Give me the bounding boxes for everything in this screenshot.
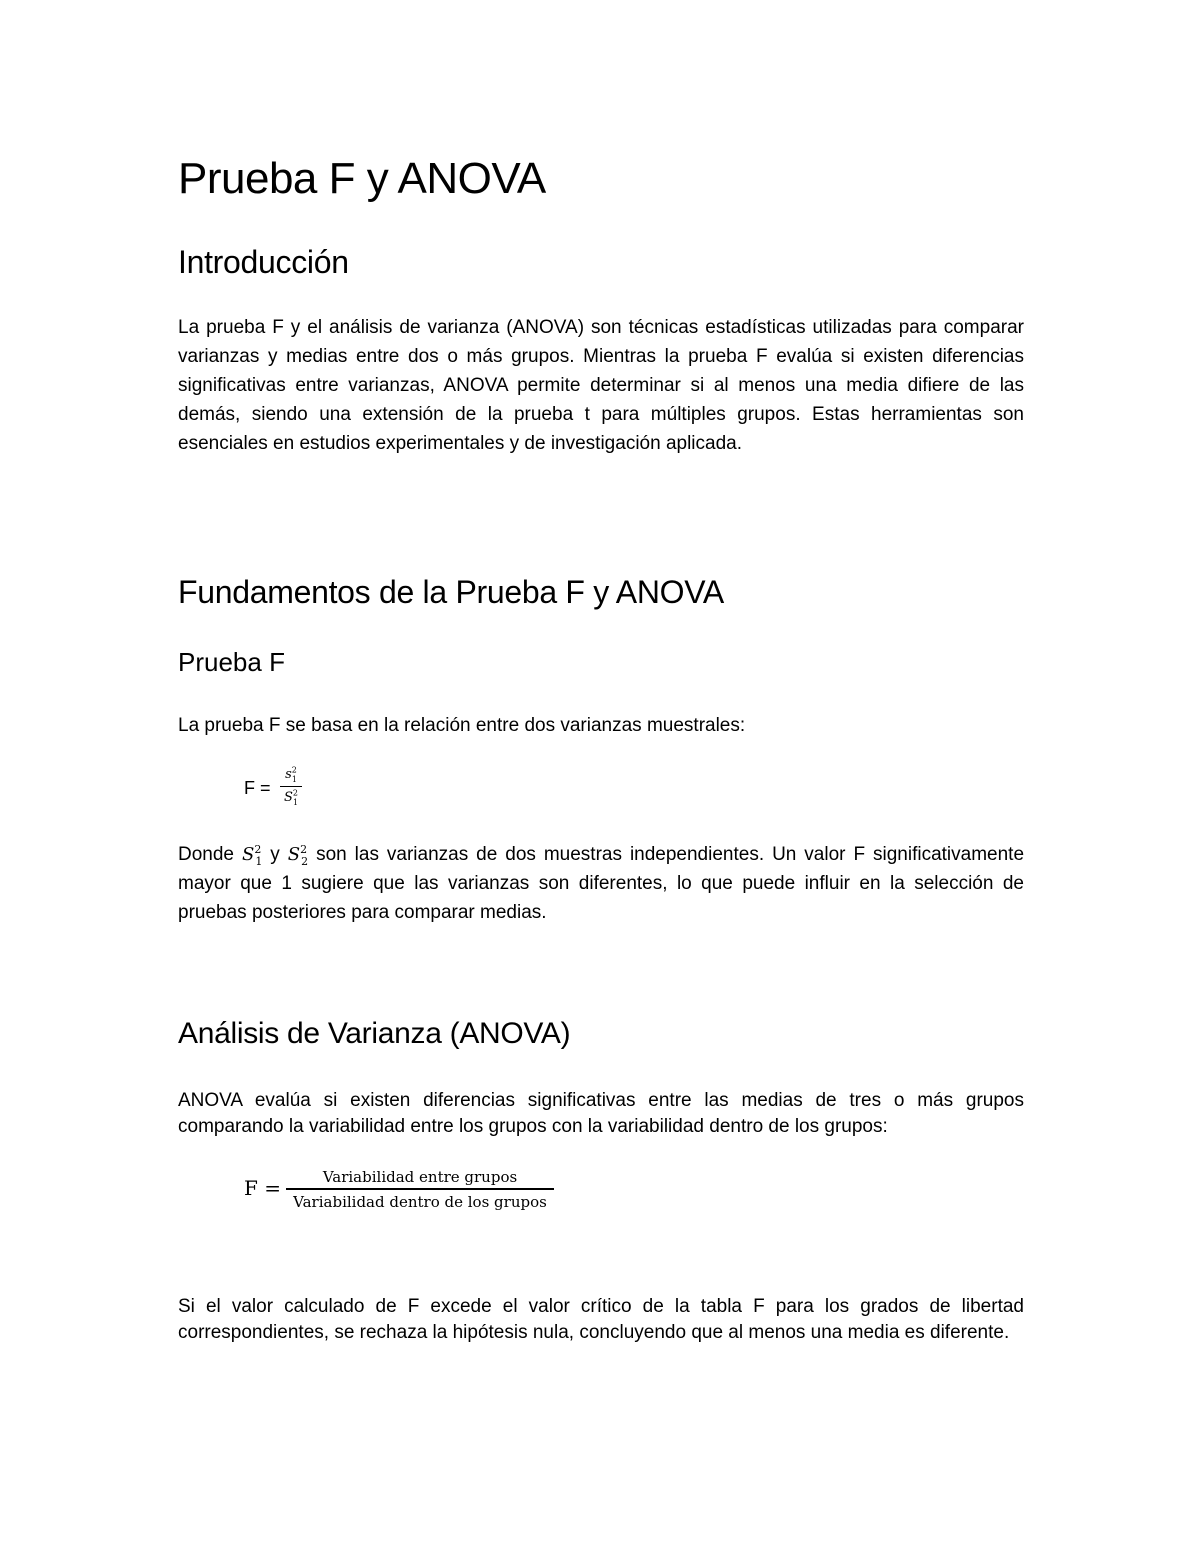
page-title: Prueba F y ANOVA [178,154,546,203]
variance-s2: $S^2_2$ [287,843,309,868]
anova-denominator: Variabilidad dentro de los grupos [293,1192,547,1211]
explanation-connector: y [270,844,280,865]
prueba-f-explanation [178,840,1024,927]
variance-s1: $S^2_1$ [241,843,263,868]
anova-formula-lhs: F = [244,1176,281,1200]
explanation-rest: son las varianzas de dos muestras independientes. Un valor F significativamente mayor que 1 sugiere que las varianzas son diferentes, lo que puede influir en la selección de pruebas posteriores para comparar medias. [178,844,1025,923]
anova-fraction [286,1166,554,1214]
variance-fraction [280,764,302,809]
fundamentos-heading: Fundamentos de la Prueba F y ANOVA [178,574,724,610]
fraction-numerator: $s^2_1$ [285,765,297,784]
prueba-f-lead: La prueba F se basa en la relación entre dos varianzas muestrales: [178,715,746,736]
anova-heading: Análisis de Varianza (ANOVA) [178,1017,571,1050]
prueba-f-heading: Prueba F [178,647,285,677]
formula-lhs: F = [244,778,271,798]
anova-numerator: Variabilidad entre grupos [322,1168,518,1186]
intro-paragraph: La prueba F y el análisis de varianza (ANOVA) son técnicas estadísticas utilizadas para comparar varianzas y medias entre dos o más grupos. Mientras la prueba F evalúa si existen diferencias significativas entre varianzas, ANOVA permite determinar si al menos una media difiere de las demás, siendo una extensión de la prueba t para múltiples grupos. Estas herramientas son esenciales en estudios experimentales y de investigación aplicada. [178,317,1024,454]
explanation-start: Donde [178,844,234,865]
anova-lead: ANOVA evalúa si existen diferencias significativas entre las medias de tres o más grupos comparando la variabilidad entre los grupos con la variabilidad dentro de los grupos: [178,1090,1024,1137]
intro-heading: Introducción [178,244,349,280]
anova-conclusion: Si el valor calculado de F excede el valor crítico de la tabla F para los grados de libertad correspondientes, se rechaza la hipótesis nula, concluyendo que al menos una media es diferente. [178,1296,1024,1343]
fraction-denominator: $S^2_1$ [283,788,299,807]
